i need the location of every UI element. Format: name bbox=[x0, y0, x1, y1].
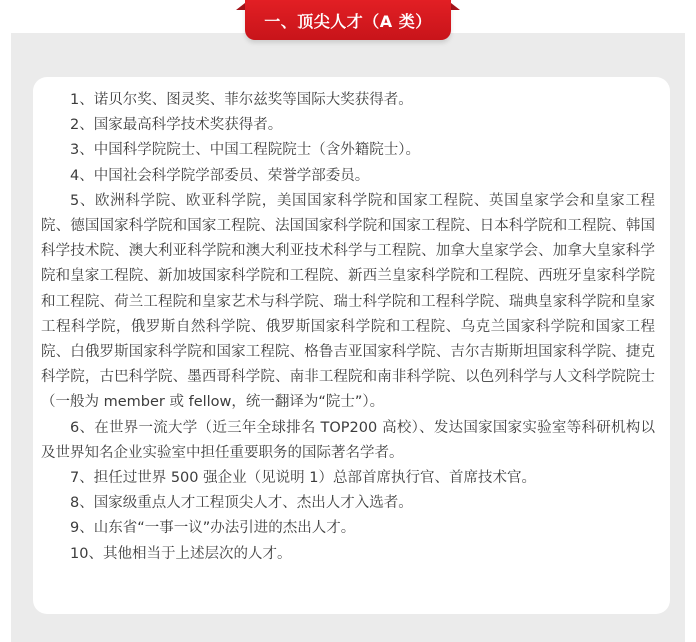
list-item: 7、担任过世界 500 强企业（见说明 1）总部首席执行官、首席技术官。 bbox=[70, 470, 536, 487]
list-item: 5、欧洲科学院、欧亚科学院，美国国家科学院和国家工程院、英国皇家学会和皇家工程院、德国国家科学院和国家工程院、法国国家科学院和国家工程院、日本科学院和工程院、韩国科学技术院、澳大利亚科学院和澳大利亚技术科学与工程院、加拿大皇家学会、加拿大皇家科学院和皇家工程院、新加坡国家科学院和工程院、新西兰皇家科学院和工程院、西班牙皇家科学院和工程院、荷兰工程院和皇家艺术与科学院、瑞士科学院和工程科学院、瑞典皇家科学院和皇家工程科学院，俄罗斯自然科学院、俄罗斯国家科学院和工程院、乌克兰国家科学院和国家工程院、白俄罗斯国家科学院和国家工程院、格鲁吉亚国家科学院、吉尔吉斯斯坦国家科学院、捷克科学院，古巴科学院、墨西哥科学院、南非工程院和南非科学院、以色列科学与人文科学院院士（一般为 member 或 fellow，统一翻译为“院士”）。 bbox=[41, 192, 655, 411]
section-header bbox=[236, 0, 460, 45]
list-item: 4、中国社会科学院学部委员、荣誉学部委员。 bbox=[70, 167, 370, 184]
list-item: 6、在世界一流大学（近三年全球排名 TOP200 高校）、发达国家国家实验室等科研机构以及世界知名企业实验室中担任重要职务的国际著名学者。 bbox=[41, 419, 655, 461]
list-item: 1、诺贝尔奖、图灵奖、菲尔兹奖等国际大奖获得者。 bbox=[70, 92, 413, 108]
list-item: 10、其他相当于上述层次的人才。 bbox=[70, 545, 292, 562]
list-item: 2、国家最高科学技术奖获得者。 bbox=[70, 117, 283, 134]
criteria-list bbox=[41, 88, 655, 567]
ribbon-fold-left bbox=[236, 3, 245, 10]
section-title: 一、顶尖人才（A 类） bbox=[245, 0, 451, 40]
list-item: 8、国家级重点人才工程顶尖人才、杰出人才入选者。 bbox=[70, 495, 413, 512]
list-item: 3、中国科学院院士、中国工程院院士（含外籍院士）。 bbox=[70, 142, 420, 159]
list-item: 9、山东省“一事一议”办法引进的杰出人才。 bbox=[70, 520, 356, 537]
ribbon-fold-right bbox=[451, 3, 460, 10]
